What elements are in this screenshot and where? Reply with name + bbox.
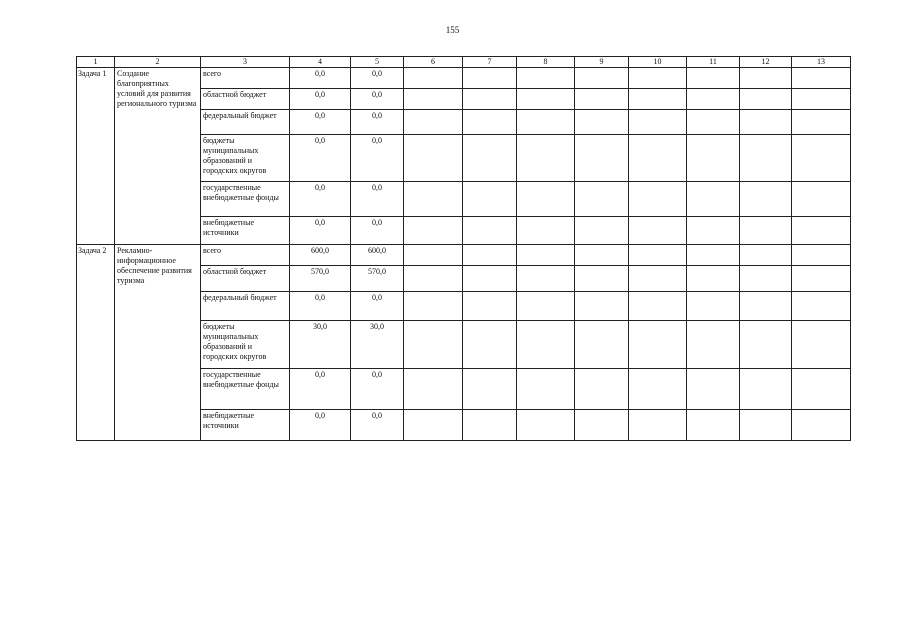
page-number: 155	[445, 25, 460, 35]
column-header: 6	[404, 57, 463, 68]
funding-source: бюджеты муниципальных образований и городских округов	[201, 321, 290, 369]
empty-cell	[404, 245, 463, 266]
column-header: 4	[290, 57, 351, 68]
empty-cell	[740, 292, 792, 321]
column-header: 8	[517, 57, 575, 68]
funding-source: федеральный бюджет	[201, 110, 290, 135]
funding-source: государственные внебюджетные фонды	[201, 369, 290, 410]
empty-cell	[517, 135, 575, 182]
empty-cell	[629, 292, 687, 321]
value-cell: 0,0	[290, 89, 351, 110]
column-header: 7	[463, 57, 517, 68]
funding-source: бюджеты муниципальных образований и городских округов	[201, 135, 290, 182]
funding-source: внебюджетные источники	[201, 217, 290, 245]
value-cell: 600,0	[290, 245, 351, 266]
value-cell: 0,0	[351, 89, 404, 110]
table-row	[77, 245, 851, 266]
value-cell: 570,0	[290, 266, 351, 292]
empty-cell	[517, 410, 575, 441]
empty-cell	[404, 217, 463, 245]
header-row	[77, 57, 851, 68]
empty-cell	[740, 369, 792, 410]
empty-cell	[404, 266, 463, 292]
empty-cell	[404, 369, 463, 410]
empty-cell	[740, 266, 792, 292]
funding-source: областной бюджет	[201, 89, 290, 110]
empty-cell	[740, 182, 792, 217]
empty-cell	[575, 292, 629, 321]
empty-cell	[404, 110, 463, 135]
empty-cell	[792, 292, 851, 321]
value-cell: 570,0	[351, 266, 404, 292]
empty-cell	[463, 321, 517, 369]
empty-cell	[404, 182, 463, 217]
empty-cell	[740, 89, 792, 110]
funding-source: государственные внебюджетные фонды	[201, 182, 290, 217]
empty-cell	[575, 321, 629, 369]
empty-cell	[404, 410, 463, 441]
column-header: 11	[687, 57, 740, 68]
empty-cell	[517, 68, 575, 89]
empty-cell	[517, 245, 575, 266]
empty-cell	[404, 135, 463, 182]
empty-cell	[463, 89, 517, 110]
empty-cell	[792, 217, 851, 245]
empty-cell	[740, 245, 792, 266]
column-header: 12	[740, 57, 792, 68]
empty-cell	[687, 245, 740, 266]
value-cell: 0,0	[290, 292, 351, 321]
empty-cell	[517, 182, 575, 217]
value-cell: 0,0	[290, 410, 351, 441]
empty-cell	[792, 135, 851, 182]
empty-cell	[575, 68, 629, 89]
empty-cell	[575, 135, 629, 182]
task-description: Создание благоприятных условий для развития регионального туризма	[115, 68, 201, 245]
funding-source: областной бюджет	[201, 266, 290, 292]
empty-cell	[740, 217, 792, 245]
task-label: Задача 2	[77, 245, 115, 441]
column-header: 5	[351, 57, 404, 68]
empty-cell	[792, 68, 851, 89]
table-row	[77, 68, 851, 89]
empty-cell	[629, 110, 687, 135]
empty-cell	[792, 321, 851, 369]
empty-cell	[629, 266, 687, 292]
empty-cell	[463, 110, 517, 135]
value-cell: 0,0	[290, 68, 351, 89]
empty-cell	[629, 135, 687, 182]
empty-cell	[687, 68, 740, 89]
empty-cell	[463, 292, 517, 321]
empty-cell	[575, 245, 629, 266]
empty-cell	[517, 292, 575, 321]
empty-cell	[740, 410, 792, 441]
funding-source: федеральный бюджет	[201, 292, 290, 321]
empty-cell	[463, 68, 517, 89]
value-cell: 0,0	[290, 110, 351, 135]
empty-cell	[687, 266, 740, 292]
column-header: 9	[575, 57, 629, 68]
task-description: Рекламно-информационное обеспечение развития туризма	[115, 245, 201, 441]
column-header: 2	[115, 57, 201, 68]
value-cell: 0,0	[351, 135, 404, 182]
column-header: 3	[201, 57, 290, 68]
empty-cell	[575, 182, 629, 217]
empty-cell	[687, 321, 740, 369]
budget-table	[76, 56, 851, 441]
funding-source: всего	[201, 245, 290, 266]
empty-cell	[629, 369, 687, 410]
empty-cell	[687, 182, 740, 217]
empty-cell	[687, 292, 740, 321]
empty-cell	[687, 110, 740, 135]
value-cell: 0,0	[351, 68, 404, 89]
empty-cell	[463, 410, 517, 441]
value-cell: 30,0	[351, 321, 404, 369]
value-cell: 0,0	[290, 182, 351, 217]
empty-cell	[404, 292, 463, 321]
empty-cell	[404, 89, 463, 110]
value-cell: 0,0	[351, 110, 404, 135]
empty-cell	[463, 217, 517, 245]
empty-cell	[687, 410, 740, 441]
column-header: 1	[77, 57, 115, 68]
empty-cell	[463, 182, 517, 217]
empty-cell	[463, 266, 517, 292]
empty-cell	[792, 369, 851, 410]
column-header: 10	[629, 57, 687, 68]
empty-cell	[629, 89, 687, 110]
empty-cell	[463, 369, 517, 410]
task-label: Задача 1	[77, 68, 115, 245]
empty-cell	[575, 369, 629, 410]
empty-cell	[629, 245, 687, 266]
empty-cell	[517, 110, 575, 135]
empty-cell	[517, 321, 575, 369]
value-cell: 0,0	[290, 217, 351, 245]
funding-source: всего	[201, 68, 290, 89]
empty-cell	[463, 245, 517, 266]
empty-cell	[740, 321, 792, 369]
empty-cell	[740, 135, 792, 182]
empty-cell	[404, 321, 463, 369]
empty-cell	[575, 89, 629, 110]
value-cell: 0,0	[351, 182, 404, 217]
funding-source: внебюджетные источники	[201, 410, 290, 441]
empty-cell	[517, 266, 575, 292]
empty-cell	[792, 110, 851, 135]
empty-cell	[687, 369, 740, 410]
empty-cell	[517, 89, 575, 110]
empty-cell	[575, 266, 629, 292]
value-cell: 0,0	[290, 135, 351, 182]
empty-cell	[740, 110, 792, 135]
value-cell: 0,0	[351, 292, 404, 321]
empty-cell	[629, 182, 687, 217]
empty-cell	[629, 321, 687, 369]
empty-cell	[687, 135, 740, 182]
value-cell: 0,0	[290, 369, 351, 410]
empty-cell	[575, 410, 629, 441]
empty-cell	[687, 217, 740, 245]
empty-cell	[463, 135, 517, 182]
empty-cell	[575, 110, 629, 135]
column-header: 13	[792, 57, 851, 68]
empty-cell	[792, 266, 851, 292]
value-cell: 30,0	[290, 321, 351, 369]
empty-cell	[629, 410, 687, 441]
empty-cell	[792, 245, 851, 266]
empty-cell	[740, 68, 792, 89]
value-cell: 0,0	[351, 369, 404, 410]
empty-cell	[517, 369, 575, 410]
empty-cell	[517, 217, 575, 245]
value-cell: 0,0	[351, 410, 404, 441]
empty-cell	[792, 410, 851, 441]
value-cell: 0,0	[351, 217, 404, 245]
empty-cell	[792, 89, 851, 110]
empty-cell	[404, 68, 463, 89]
value-cell: 600,0	[351, 245, 404, 266]
empty-cell	[687, 89, 740, 110]
empty-cell	[629, 68, 687, 89]
empty-cell	[792, 182, 851, 217]
empty-cell	[575, 217, 629, 245]
empty-cell	[629, 217, 687, 245]
